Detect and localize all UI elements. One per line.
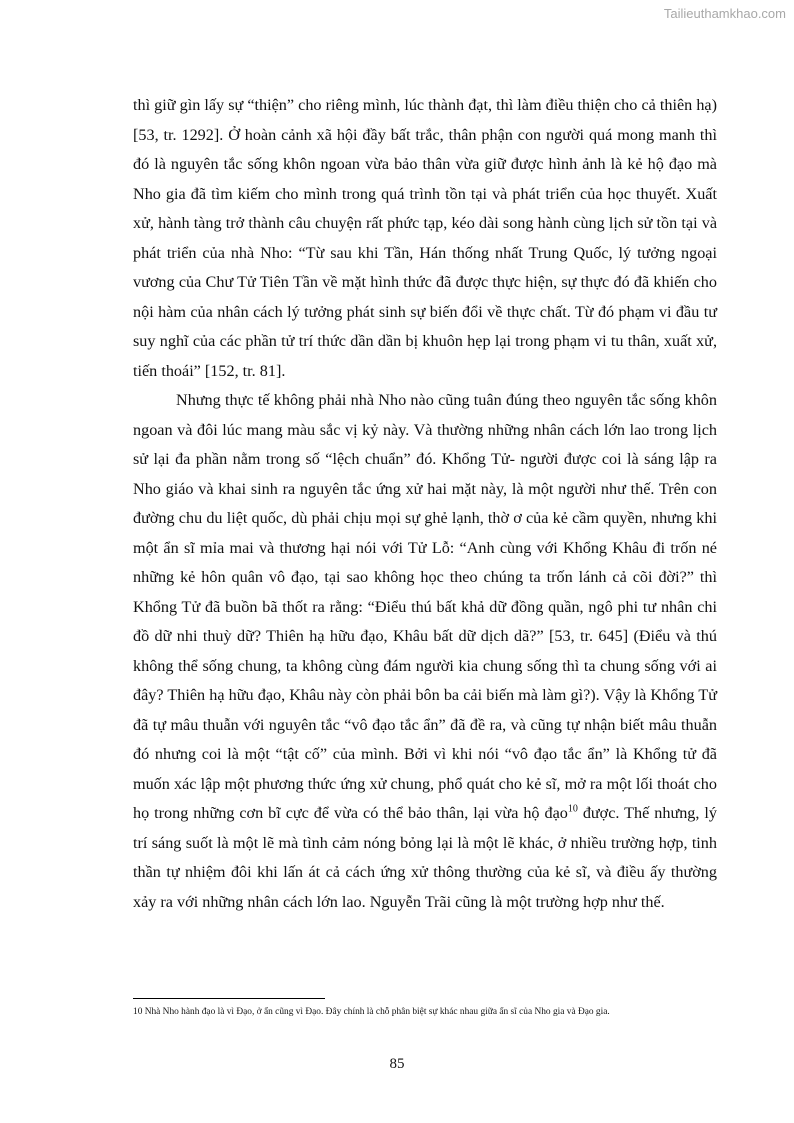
paragraph-2 xyxy=(133,386,717,917)
main-text xyxy=(133,91,717,917)
watermark-text: Tailieuthamkhao.com xyxy=(663,6,786,21)
footnote-text: 10 Nhà Nho hành đạo là vì Đạo, ở ẩn cũng vì Đạo. Đây chính là chỗ phân biệt sự khác nhau giữa ẩn sĩ của Nho gia và Đạo gia. xyxy=(133,1007,610,1017)
paragraph-2-text: Nhưng thực tế không phải nhà Nho nào cũng tuân đúng theo nguyên tắc sống khôn ngoan và đôi lúc mang màu sắc vị kỷ này. Và thường những nhân cách lớn lao trong lịch sử lại đa phần nằm trong số “lệch chuẩn” đó. Khổng Tử- người được coi là sáng lập ra Nho giáo và khai sinh ra nguyên tắc ứng xử hai mặt này, là một người như thế. Trên con đường chu du liệt quốc, dù phải chịu mọi sự ghẻ lạnh, thờ ơ của kẻ cầm quyền, nhưng khi một ẩn sĩ mỉa mai và thương hại nói với Tử Lỗ: “Anh cùng với Khổng Khâu đi trốn né những kẻ hôn quân vô đạo, tại sao không học theo chúng ta trốn lánh cả cõi đời?” thì Khổng Tử đã buồn bã thốt ra rằng: “Điểu thú bất khả dữ đồng quần, ngô phi tư nhân chi đồ dữ nhi thuỳ dữ? Thiên hạ hữu đạo, Khâu bất dữ dịch dã?” [53, tr. 645] (Điểu và thú không thể sống chung, ta không cùng đám người kia chung sống thì ta chung sống với ai đây? Thiên hạ hữu đạo, Khâu này còn phải bôn ba cải biến mà làm gì?). Vậy là Khổng Tử đã tự mâu thuẫn với nguyên tắc “vô đạo tắc ẩn” đã đề ra, và cũng tự nhận biết mâu thuẫn đó nhưng coi là một “tật cố” của mình. Bởi vì khi nói “vô đạo tắc ẩn” là Khổng tử đã muốn xác lập một phương thức ứng xử chung, phổ quát cho kẻ sĩ, mở ra một lối thoát cho họ trong những cơn bĩ cực để vừa có thể bảo thân, lại vừa hộ đạo xyxy=(133,391,717,822)
paragraph-2-text-end: được. Thế nhưng, lý trí sáng suốt là một lẽ mà tình cảm nóng bỏng lại là một lẽ khác, ở nhiều trường hợp, tinh thần tự nhiệm đôi khi lấn át cả cách ứng xử thông thường của kẻ sĩ, và điều ấy thường xảy ra với những nhân cách lớn lao. Nguyễn Trãi cũng là một trường hợp như thế. xyxy=(133,804,717,911)
paragraph-1: thì giữ gìn lấy sự “thiện” cho riêng mình, lúc thành đạt, thì làm điều thiện cho cả thiên hạ) [53, tr. 1292]. Ở hoàn cảnh xã hội đầy bất trắc, thân phận con người quá mong manh thì đó là nguyên tắc sống khôn ngoan vừa bảo thân vừa giữ được hình ảnh là kẻ hộ đạo mà Nho gia đã tìm kiếm cho mình trong quá trình tồn tại và phát triển của học thuyết. Xuất xử, hành tàng trở thành câu chuyện rất phức tạp, kéo dài song hành cùng lịch sử tồn tại và phát triển của nhà Nho: “Từ sau khi Tần, Hán thống nhất Trung Quốc, lý tưởng ngoại vương của Chư Tử Tiên Tần về mặt hình thức đã được thực hiện, sự thực đó đã khiến cho nội hàm của nhân cách lý tưởng phát sinh sự biến đổi về thực chất. Từ đó phạm vi đầu tư suy nghĩ của các phần tử trí thức dần dần bị khuôn hẹp lại trong phạm vi tu thân, xuất xử, tiến thoái” [152, tr. 81]. xyxy=(133,96,717,380)
footnote-ref[interactable]: 10 xyxy=(567,803,578,815)
footnote-divider xyxy=(133,998,325,999)
page-number: 85 xyxy=(389,1056,405,1072)
